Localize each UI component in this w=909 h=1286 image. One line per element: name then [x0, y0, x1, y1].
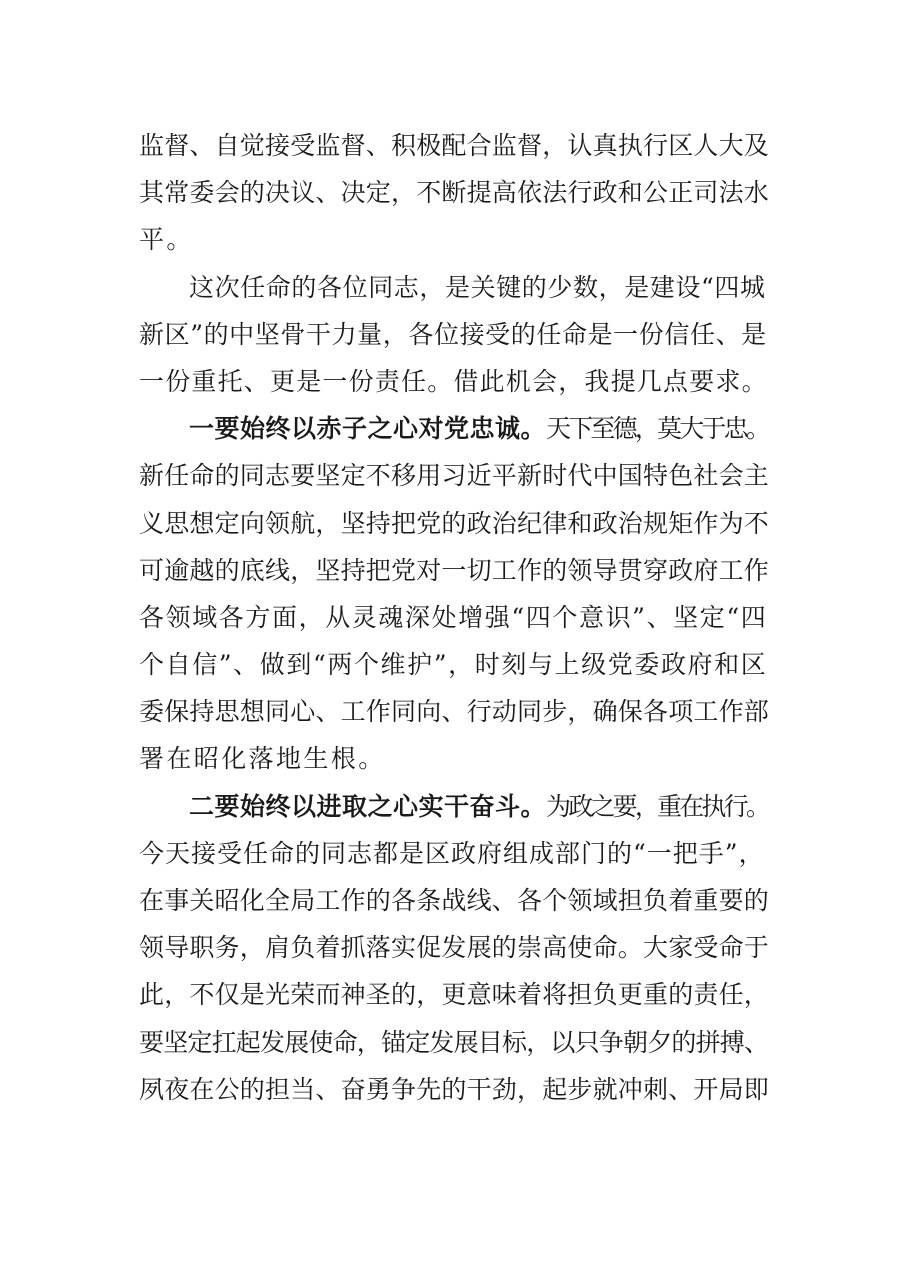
paragraph-line: 各领域各方面，从灵魂深处增强“四个意识”、坚定“四 [139, 602, 768, 632]
paragraph-line: 义思想定向领航，坚持把党的政治纪律和政治规矩作为不 [139, 508, 770, 538]
paragraph-line: 可逾越的底线，坚持把党对一切工作的领导贯穿政府工作 [139, 555, 770, 585]
document-body [139, 122, 769, 1113]
paragraph-line: 其常委会的决议、决定，不断提高依法行政和公正司法水 [139, 178, 770, 208]
section-heading: 一要始终以赤子之心对党忠诚。 [189, 414, 547, 444]
paragraph-line: 领导职务，肩负着抓落实促发展的崇高使命。大家受命于 [139, 933, 770, 963]
paragraph-line: 新任命的同志要坚定不移用习近平新时代中国特色社会主 [139, 461, 770, 491]
paragraph-line: 新区”的中坚骨干力量，各位接受的任命是一份信任、是 [139, 319, 767, 349]
paragraph-line: 这次任命的各位同志，是关键的少数，是建设“四城 [189, 272, 766, 302]
paragraph-line: 夙夜在公的担当、奋勇争先的干劲，起步就冲刺、开局即 [139, 1074, 770, 1104]
section-heading-line [139, 783, 769, 830]
paragraph-line: 监督、自觉接受监督、积极配合监督，认真执行区人大及 [139, 131, 770, 160]
paragraph-line: 要坚定扛起发展使命，锚定发展目标，以只争朝夕的拼搏、 [139, 1027, 769, 1057]
paragraph-line: 今天接受任命的同志都是区政府组成部门的“一把手”， [139, 838, 765, 868]
paragraph-line: 此，不仅是光荣而神圣的，更意味着将担负更重的责任， [139, 980, 770, 1010]
section-heading-rest: 天下至德，莫大于忠。 [546, 414, 769, 444]
paragraph-line: 署在昭化落地生根。 [139, 744, 386, 774]
paragraph-line: 在事关昭化全局工作的各条战线、各个领域担负着重要的 [139, 886, 770, 915]
paragraph-line: 平。 [139, 225, 194, 255]
paragraph-line: 个自信”、做到“两个维护”，时刻与上级党委政府和区 [139, 650, 768, 680]
section-heading-rest: 为政之要，重在执行。 [546, 791, 769, 821]
section-heading: 二要始终以进取之心实干奋斗。 [189, 791, 547, 821]
section-heading-line [139, 405, 769, 452]
paragraph-line: 一份重托、更是一份责任。借此机会，我提几点要求。 [139, 366, 768, 396]
paragraph-line: 委保持思想同心、工作同向、行动同步，确保各项工作部 [139, 697, 770, 727]
